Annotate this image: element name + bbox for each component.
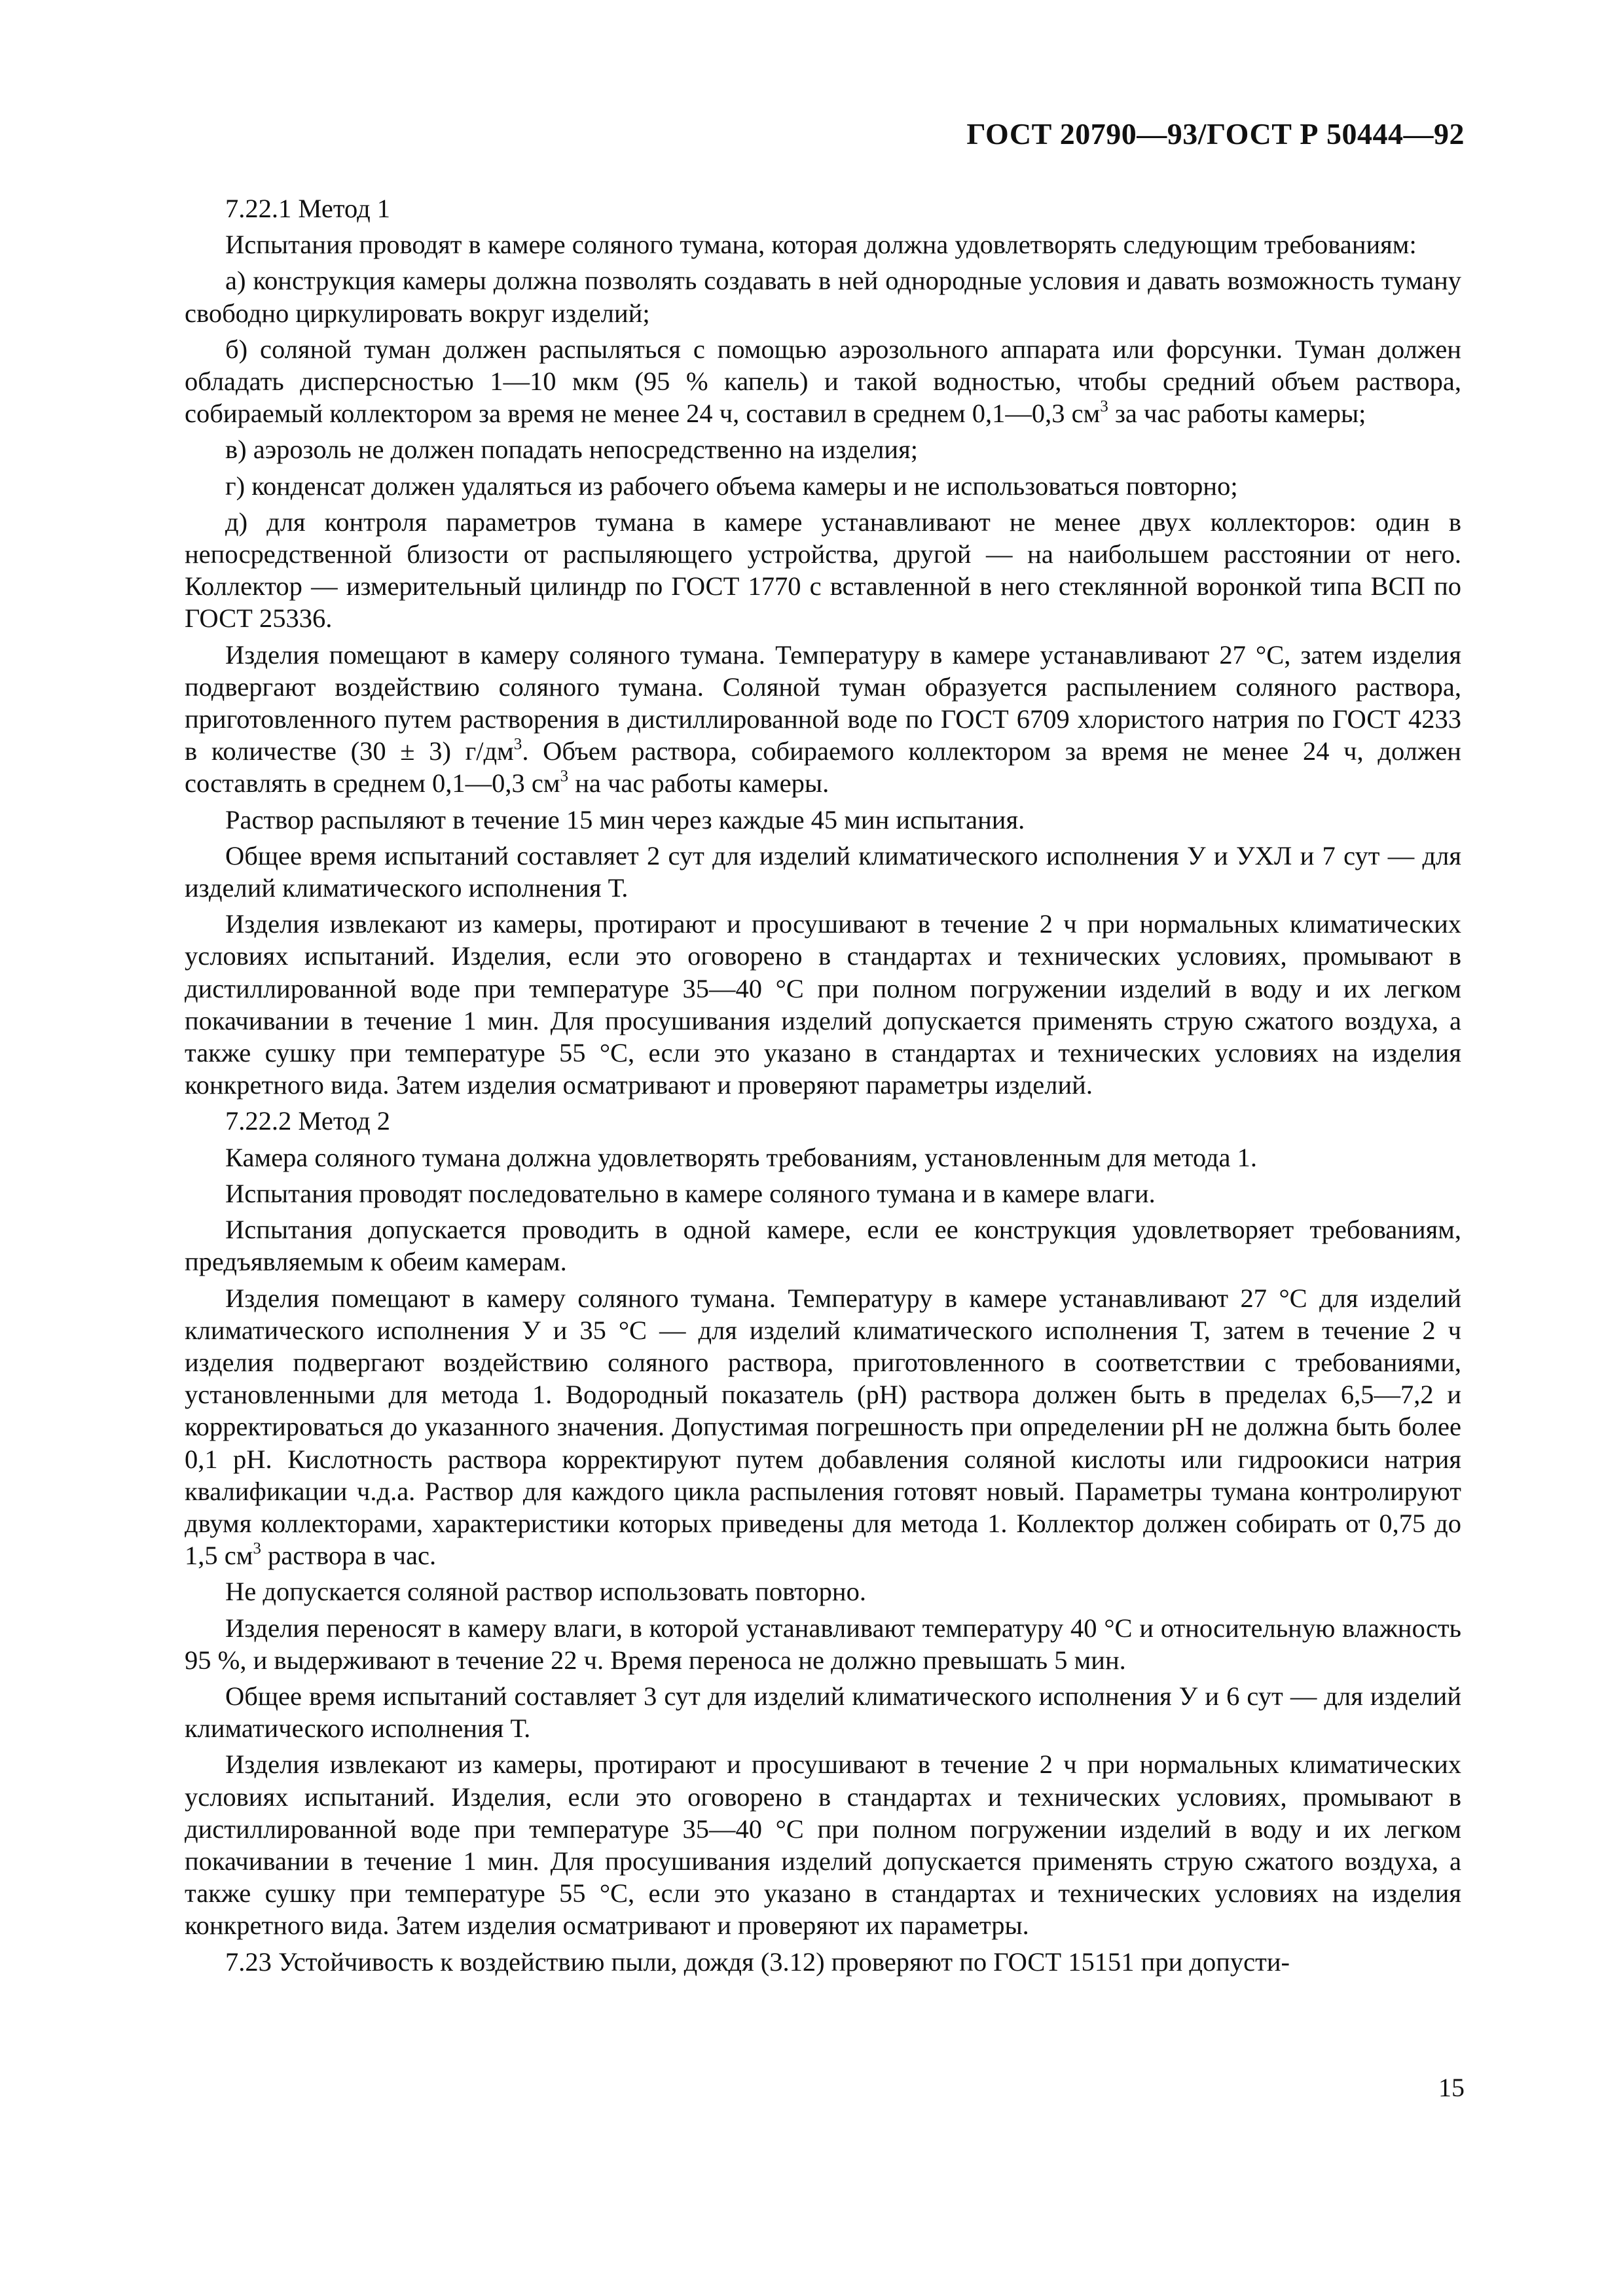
paragraph: Изделия извлекают из камеры, протирают и просушивают в течение 2 ч при нормальных климатических условиях испытаний. Изделия, если это оговорено в стандартах и технических условиях, промывают в дистиллированной воде при температуре 35—40 °С при полном погружении изделий в воду и их легком покачивании в течение 1 мин. Для просушивания изделий допускается применять струю сжатого воздуха, а также сушку при температуре 55 °С, если это указано в стандартах и технических условиях на изделия конкретного вида. Затем изделия осматривают и проверяют параметры изделий. <box>185 909 1461 1100</box>
paragraph: 7.23 Устойчивость к воздействию пыли, дождя (3.12) проверяют по ГОСТ 15151 при допусти- <box>225 1946 1290 1977</box>
paragraph: Испытания допускается проводить в одной камере, если ее конструкция удовлетворяет требованиям, предъявляемым к обеим камерам. <box>185 1215 1461 1277</box>
paragraph: Испытания проводят в камере соляного тумана, которая должна удовлетворять следующим требованиям: <box>225 230 1417 260</box>
text-run: раствора в час. <box>261 1541 437 1571</box>
paragraph: Не допускается соляной раствор использовать повторно. <box>225 1577 866 1607</box>
list-item-g: г) конденсат должен удаляться из рабочего объема камеры и не использоваться повторно; <box>225 471 1238 501</box>
paragraph: Общее время испытаний составляет 3 сут для изделий климатического исполнения У и 6 сут — для изделий климатического исполнения Т. <box>185 1681 1461 1744</box>
paragraph: Раствор распыляют в течение 15 мин через каждые 45 мин испытания. <box>225 804 1025 834</box>
text-run: Изделия помещают в камеру соляного тумана. Температуру в камере устанавливают 27 °С, затем изделия подвергают воздействию соляного тумана. Соляной туман образуется распылением соляного раствора, приготовленного путем растворения в дистиллированной воде по ГОСТ 6709 хлористого натрия по ГОСТ 4233 в количестве (30 ± 3) г/дм <box>185 639 1461 766</box>
text-run: б) соляной туман должен распыляться с помощью аэрозольного аппарата или форсунки. Туман должен обладать дисперсностью 1—10 мкм (95 % капель) и такой водностью, чтобы средний объем раствора, собираемый коллектором за время не менее 24 ч, составил в среднем 0,1—0,3 см <box>185 334 1461 429</box>
superscript: 3 <box>560 768 569 786</box>
section-heading-7-22-1: 7.22.1 Метод 1 <box>225 194 391 223</box>
paragraph <box>185 639 1461 800</box>
document-body <box>185 190 1461 1982</box>
list-item-d: д) для контроля параметров тумана в камере устанавливают не менее двух коллекторов: один в непосредственной близости от распыляющего устройства, другой — на наибольшем расстоянии от него. Коллектор — измерительный цилиндр по ГОСТ 1770 с вставленной в него стеклянной воронкой типа ВСП по ГОСТ 25336. <box>185 507 1461 634</box>
text-run: Изделия помещают в камеру соляного тумана. Температуру в камере устанавливают 27 °С для изделий климатического исполнения У и 35 °С — для изделий климатического исполнения Т, затем в течение 2 ч изделия подвергают воздействию соляного раствора, приготовленного в соответствии с требованиями, установленными для метода 1. Водородный показатель (рН) раствора должен быть в пределах 6,5—7,2 и корректироваться до указанного значения. Допустимая погрешность при определении рН не должна быть более 0,1 рН. Кислотность раствора корректируют путем добавления соляной кислоты или гидроокиси натрия квалификации ч.д.а. Раствор для каждого цикла распыления готовят новый. Параметры тумана контролируют двумя коллекторами, характеристики которых приведены для метода 1. Коллектор должен собирать от 0,75 до 1,5 см <box>185 1283 1461 1571</box>
superscript: 3 <box>253 1539 261 1558</box>
superscript: 3 <box>513 735 522 753</box>
list-item-v: в) аэрозоль не должен попадать непосредственно на изделия; <box>225 435 918 465</box>
list-item-b <box>185 333 1461 430</box>
paragraph: Камера соляного тумана должна удовлетворять требованиям, установленным для метода 1. <box>225 1142 1258 1172</box>
text-run: на час работы камеры. <box>568 768 830 798</box>
paragraph: Изделия переносят в камеру влаги, в которой устанавливают температуру 40 °С и относительную влажность 95 %, и выдерживают в течение 22 ч. Время переноса не должно превышать 5 мин. <box>185 1613 1461 1675</box>
page-number: 15 <box>1438 2073 1465 2102</box>
paragraph: Испытания проводят последовательно в камере соляного тумана и в камере влаги. <box>225 1178 1156 1208</box>
document-header: ГОСТ 20790—93/ГОСТ Р 50444—92 <box>966 117 1465 151</box>
list-item-a: а) конструкция камеры должна позволять создавать в ней однородные условия и давать возможность туману свободно циркулировать вокруг изделий; <box>185 266 1461 328</box>
paragraph <box>185 1282 1461 1572</box>
text-run: . Объем раствора, собираемого коллектором за время не менее 24 ч, должен составлять в среднем 0,1—0,3 см <box>185 736 1461 798</box>
paragraph: Общее время испытаний составляет 2 сут для изделий климатического исполнения У и УХЛ и 7 сут — для изделий климатического исполнения Т. <box>185 840 1461 903</box>
paragraph: Изделия извлекают из камеры, протирают и просушивают в течение 2 ч при нормальных климатических условиях испытаний. Изделия, если это оговорено в стандартах и технических условиях, промывают в дистиллированной воде при температуре 35—40 °С при полном погружении изделий в воду и их легком покачивании в течение 1 мин. Для просушивания изделий допускается применять струю сжатого воздуха, а также сушку при температуре 55 °С, если это указано в стандартах и технических условиях на изделия конкретного вида. Затем изделия осматривают и проверяют их параметры. <box>185 1749 1461 1941</box>
text-run: за час работы камеры; <box>1108 399 1366 429</box>
section-heading-7-22-2: 7.22.2 Метод 2 <box>225 1106 391 1136</box>
superscript: 3 <box>1100 397 1108 416</box>
